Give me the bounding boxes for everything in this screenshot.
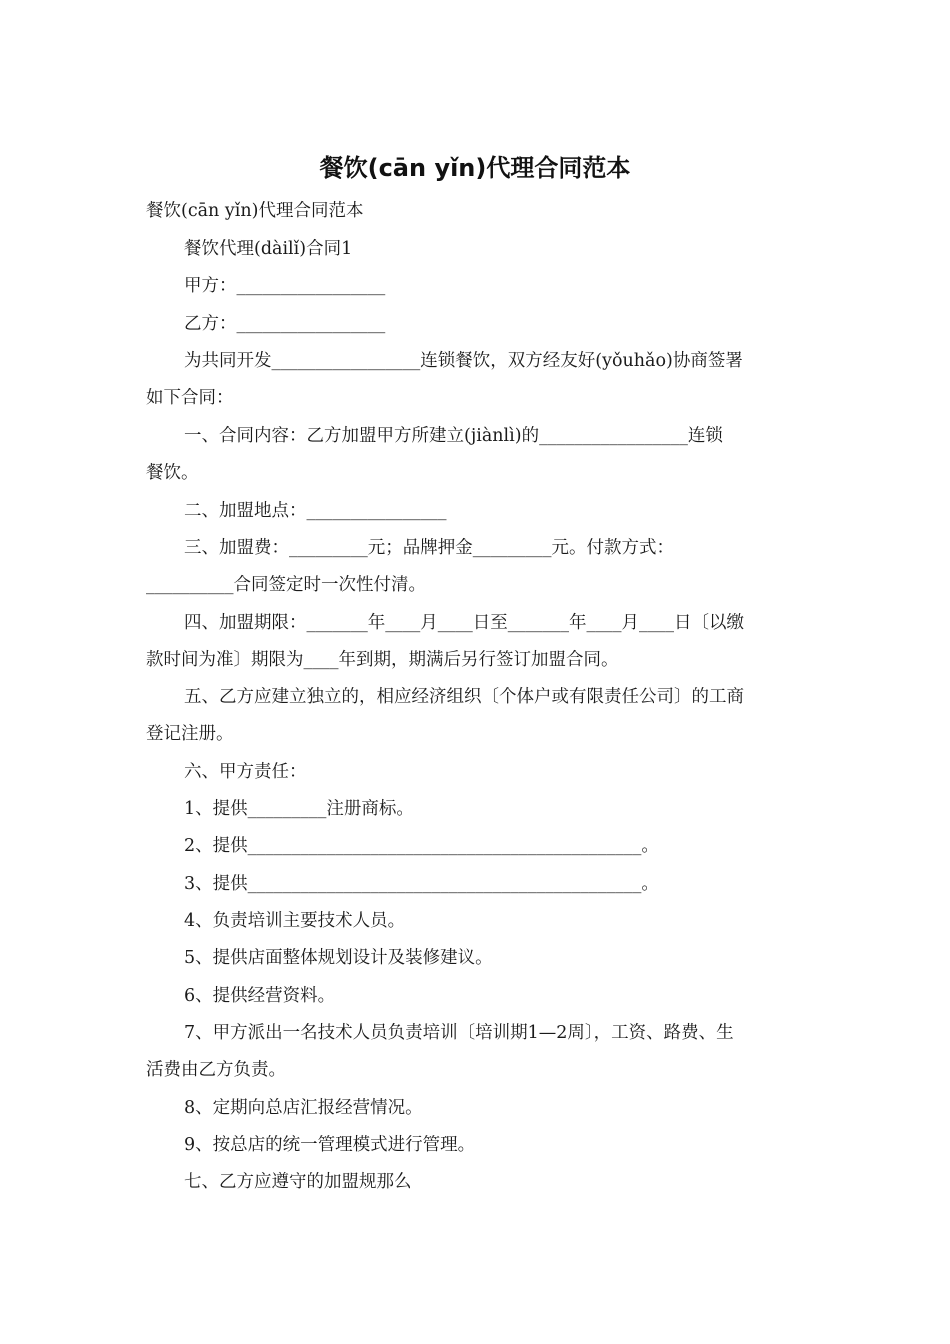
list-item-7: 7、甲方派出一名技术人员负责培训〔培训期1—2周〕，工资、路费、生 bbox=[184, 1023, 734, 1043]
clause-7-heading: 七、乙方应遵守的加盟规那么 bbox=[184, 1172, 412, 1192]
party-a-line: 甲方：_________________ bbox=[184, 276, 386, 296]
clause-1-line-cont: 餐饮。 bbox=[146, 463, 199, 483]
contract-number: 餐饮代理(dàilǐ)合同1 bbox=[184, 239, 353, 259]
clause-4-line-cont: 款时间为准〕期限为____年到期，期满后另行签订加盟合同。 bbox=[146, 650, 619, 670]
clause-2-line: 二、加盟地点：________________ bbox=[184, 501, 447, 521]
preamble-line-cont: 如下合同： bbox=[146, 388, 234, 408]
list-item-9: 9、按总店的统一管理模式进行管理。 bbox=[184, 1135, 476, 1155]
clause-4-line: 四、加盟期限：_______年____月____日至_______年____月____日〔以缴 bbox=[184, 613, 744, 633]
clause-3-line-cont: __________合同签定时一次性付清。 bbox=[146, 575, 426, 595]
clause-5-line: 五、乙方应建立独立的，相应经济组织〔个体户或有限责任公司〕的工商 bbox=[184, 687, 744, 707]
list-item-6: 6、提供经营资料。 bbox=[184, 986, 336, 1006]
clause-3-line: 三、加盟费：_________元；品牌押金_________元。付款方式： bbox=[184, 538, 674, 558]
clause-1-line: 一、合同内容：乙方加盟甲方所建立(jiànlì)的_________________连锁 bbox=[184, 426, 723, 446]
document-title: 餐饮(cān yǐn)代理合同范本 bbox=[319, 154, 631, 182]
list-item-4: 4、负责培训主要技术人员。 bbox=[184, 911, 406, 931]
list-item-8: 8、定期向总店汇报经营情况。 bbox=[184, 1098, 423, 1118]
preamble-line: 为共同开发_________________连锁餐饮，双方经友好(yǒuhǎo)协商签署 bbox=[184, 351, 743, 371]
party-b-line: 乙方：_________________ bbox=[184, 314, 386, 334]
document-subtitle: 餐饮(cān yǐn)代理合同范本 bbox=[146, 201, 364, 221]
list-item-1: 1、提供_________注册商标。 bbox=[184, 799, 414, 819]
clause-5-line-cont: 登记注册。 bbox=[146, 724, 234, 744]
list-item-3: 3、提供_____________________________________________。 bbox=[184, 874, 659, 894]
list-item-5: 5、提供店面整体规划设计及装修建议。 bbox=[184, 948, 493, 968]
clause-6-heading: 六、甲方责任： bbox=[184, 762, 307, 782]
list-item-7-cont: 活费由乙方负责。 bbox=[146, 1060, 286, 1080]
list-item-2: 2、提供_____________________________________________。 bbox=[184, 836, 659, 856]
